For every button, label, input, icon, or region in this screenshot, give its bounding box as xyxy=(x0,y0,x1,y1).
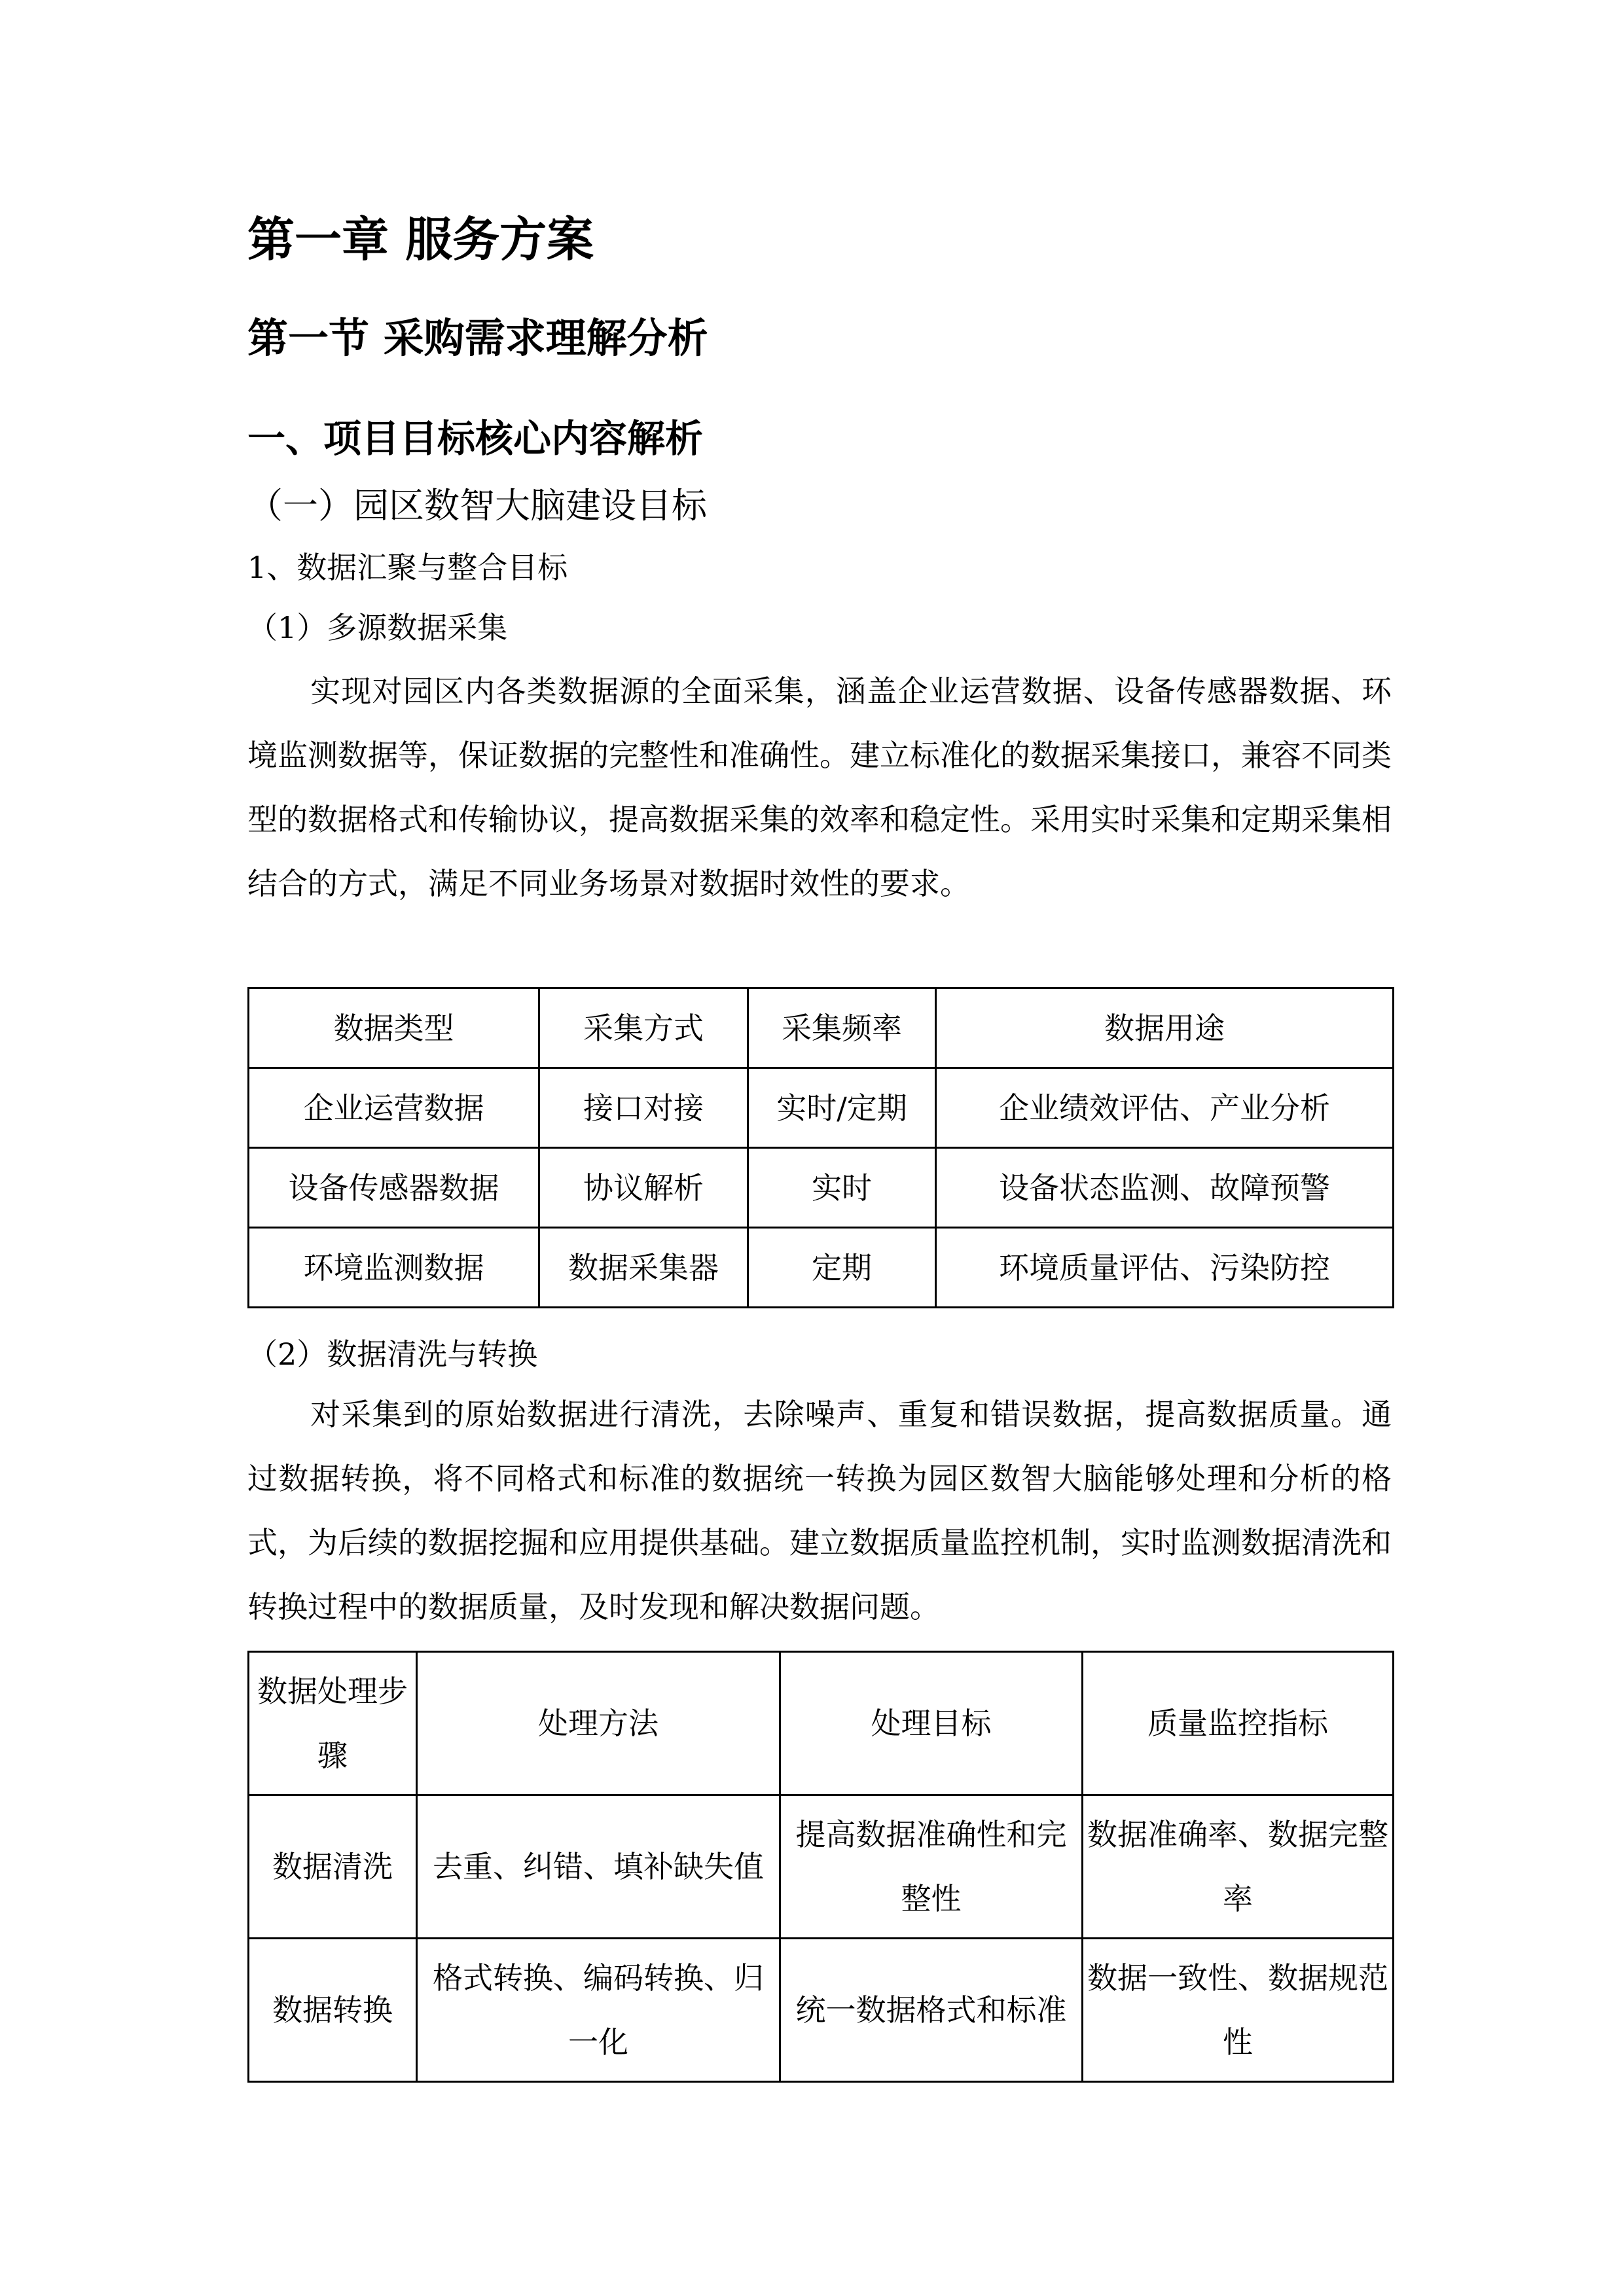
collection-table xyxy=(247,987,1394,1308)
heading-brain-goals: （一）园区数智大脑建设目标 xyxy=(247,485,707,526)
table-header-cell: 采集频率 xyxy=(748,988,936,1068)
table-row xyxy=(249,1939,1394,2082)
table-header-cell: 数据用途 xyxy=(936,988,1394,1068)
paragraph-cleaning: 对采集到的原始数据进行清洗，去除噪声、重复和错误数据，提高数据质量。通过数据转换，将不同格式和标准的数据统一转换为园区数智大脑能够处理和分析的格式，为后续的数据挖掘和应用提供基础。建立数据质量监控机制，实时监测数据清洗和转换过程中的数据质量，及时发现和解决数据问题。 xyxy=(247,1397,1392,1624)
table-cell: 提高数据准确性和完整性 xyxy=(780,1795,1083,1939)
processing-table xyxy=(247,1651,1394,2083)
table-cell: 实时/定期 xyxy=(748,1068,936,1148)
table-row xyxy=(249,1148,1394,1228)
table-cell: 数据准确率、数据完整率 xyxy=(1083,1795,1394,1939)
table-header-cell: 数据类型 xyxy=(249,988,539,1068)
section-title: 第一节 采购需求理解分析 xyxy=(247,314,708,362)
table-header-cell: 处理方法 xyxy=(417,1652,780,1795)
heading-project-goals: 一、项目目标核心内容解析 xyxy=(247,416,704,461)
paragraph-collection: 实现对园区内各类数据源的全面采集，涵盖企业运营数据、设备传感器数据、环境监测数据等，保证数据的完整性和准确性。建立标准化的数据采集接口，兼容不同类型的数据格式和传输协议，提高数据采集的效率和稳定性。采用实时采集和定期采集相结合的方式，满足不同业务场景对数据时效性的要求。 xyxy=(247,673,1392,901)
table-cell: 格式转换、编码转换、归一化 xyxy=(417,1939,780,2082)
table-header-cell: 数据处理步骤 xyxy=(249,1652,417,1795)
table-cell: 数据采集器 xyxy=(539,1228,748,1308)
table-header-row xyxy=(249,988,1394,1068)
table-header-row xyxy=(249,1652,1394,1795)
table-header-cell: 处理目标 xyxy=(780,1652,1083,1795)
table-row xyxy=(249,1795,1394,1939)
table-cell: 接口对接 xyxy=(539,1068,748,1148)
table-cell: 定期 xyxy=(748,1228,936,1308)
table-cell: 协议解析 xyxy=(539,1148,748,1228)
table-cell: 数据一致性、数据规范性 xyxy=(1083,1939,1394,2082)
table-cell: 统一数据格式和标准 xyxy=(780,1939,1083,2082)
chapter-title: 第一章 服务方案 xyxy=(247,211,594,267)
table-cell: 去重、纠错、填补缺失值 xyxy=(417,1795,780,1939)
heading-data-aggregation: 1、数据汇聚与整合目标 xyxy=(247,550,568,585)
table-row xyxy=(249,1068,1394,1148)
table-cell: 数据清洗 xyxy=(249,1795,417,1939)
table-cell: 企业绩效评估、产业分析 xyxy=(936,1068,1394,1148)
heading-multi-source-collection: （1）多源数据采集 xyxy=(247,610,508,645)
table-row xyxy=(249,1228,1394,1308)
table-cell: 环境质量评估、污染防控 xyxy=(936,1228,1394,1308)
table-header-cell: 采集方式 xyxy=(539,988,748,1068)
table-cell: 环境监测数据 xyxy=(249,1228,539,1308)
table-cell: 设备状态监测、故障预警 xyxy=(936,1148,1394,1228)
table-cell: 实时 xyxy=(748,1148,936,1228)
table-cell: 数据转换 xyxy=(249,1939,417,2082)
table-cell: 设备传感器数据 xyxy=(249,1148,539,1228)
table-header-cell: 质量监控指标 xyxy=(1083,1652,1394,1795)
heading-cleaning-conversion: （2）数据清洗与转换 xyxy=(247,1336,538,1372)
table-cell: 企业运营数据 xyxy=(249,1068,539,1148)
